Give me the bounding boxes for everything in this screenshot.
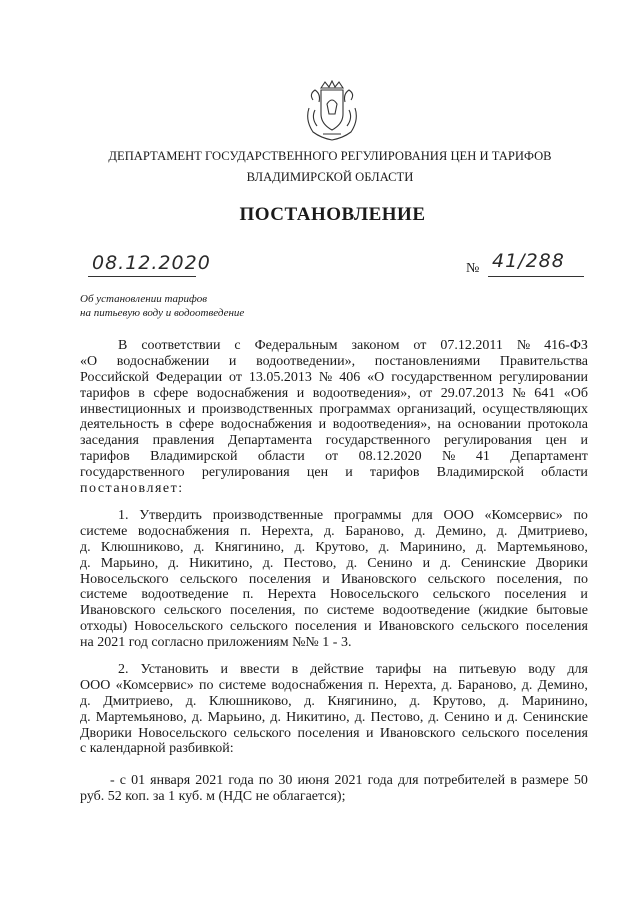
text-line: д. Дмитриево, д. Клюшниково, д. Княгинино, д. Крутово, д. Маринино, — [80, 693, 588, 709]
text-line: постановляет: — [80, 481, 184, 497]
subject-line: на питьевую воду и водоотведение — [80, 307, 245, 319]
text-line: Ивановского сельского поселения, по системе водоотведение (жидкие бытовые — [80, 603, 588, 619]
text-line: В соответствии с Федеральным законом от 07.12.2011 № 416-ФЗ — [118, 338, 588, 353]
text-line: системе водоотведение п. Нерехта Новосельского сельского поселения и — [80, 587, 588, 603]
text-line: д. Клюшниково, д. Княгинино, д. Крутово, д. Маринино, д. Мартемьяново, — [80, 539, 588, 555]
department-name: ДЕПАРТАМЕНТ ГОСУДАРСТВЕННОГО РЕГУЛИРОВАНИЯ ЦЕН И ТАРИФОВ — [108, 149, 552, 163]
document-date: 08.12.2020 — [92, 252, 211, 274]
text-line: с календарной разбивкой: — [80, 741, 234, 757]
text-line: Новосельского сельского поселения и Ивановского сельского поселения, по — [80, 571, 588, 587]
document-number: 41/288 — [492, 250, 565, 272]
text-line: ООО «Комсервис» по системе водоснабжения п. Нерехта, д. Бараново, д. Демино, — [80, 677, 588, 693]
text-line: Дворики Новосельского сельского поселения и Ивановского сельского поселения — [80, 725, 588, 741]
text-line: - с 01 января 2021 года по 30 июня 2021 года для потребителей в размере 50 — [110, 773, 588, 788]
text-line: тарифов Владимирской области от 08.12.2020 № 41 Департамент — [80, 449, 588, 465]
coat-of-arms-icon — [301, 80, 363, 142]
number-underline — [488, 276, 584, 277]
date-underline — [88, 276, 196, 277]
number-label: № — [466, 261, 480, 276]
document-subject — [80, 292, 244, 320]
document-type: ПОСТАНОВЛЕНИЕ — [239, 204, 426, 225]
text-line: Российской Федерации от 13.05.2013 № 406 «О государственном регулировании — [80, 369, 588, 385]
text-line: деятельность в сфере водоснабжения и водоотведения», на основании протокола — [80, 417, 588, 433]
text-line: государственного регулирования цен и тарифов Владимирской области — [80, 465, 588, 481]
text-line: д. Марьино, д. Никитино, д. Пестово, д. Сенино и д. Сенинские Дворики — [80, 555, 588, 571]
text-line: инвестиционных и производственных программах организаций, осуществляющих — [80, 401, 588, 417]
text-line: руб. 52 коп. за 1 куб. м (НДС не облагается); — [80, 788, 346, 804]
text-line: «О водоснабжении и водоотведении», постановлениями Правительства — [80, 353, 588, 369]
text-line: 1. Утвердить производственные программы для ООО «Комсервис» по — [118, 508, 588, 523]
subject-line: Об установлении тарифов — [80, 293, 207, 305]
text-line: на 2021 год согласно приложениям №№ 1 - 3. — [80, 635, 352, 651]
text-line: д. Мартемьяново, д. Марьино, д. Никитино, д. Пестово, д. Сенино и д. Сенинские — [80, 709, 588, 725]
paragraph-item-2 — [80, 662, 588, 757]
text-line: 2. Установить и ввести в действие тарифы на питьевую воду для — [118, 662, 588, 677]
text-line: тарифов в сфере водоснабжения и водоотведения», от 29.07.2013 № 641 «Об — [80, 385, 588, 401]
department-region: ВЛАДИМИРСКОЙ ОБЛАСТИ — [246, 170, 414, 184]
paragraph-tariff-period — [80, 773, 588, 805]
paragraph-preamble — [80, 338, 588, 497]
text-line: отходы) Новосельского сельского поселения и Ивановского сельского поселения — [80, 619, 588, 635]
text-line: системе водоснабжения п. Нерехта, д. Бараново, д. Демино, д. Дмитриево, — [80, 523, 588, 539]
paragraph-item-1 — [80, 508, 588, 651]
text-line: заседания правления Департамента государственного регулирования цен и — [80, 433, 588, 449]
